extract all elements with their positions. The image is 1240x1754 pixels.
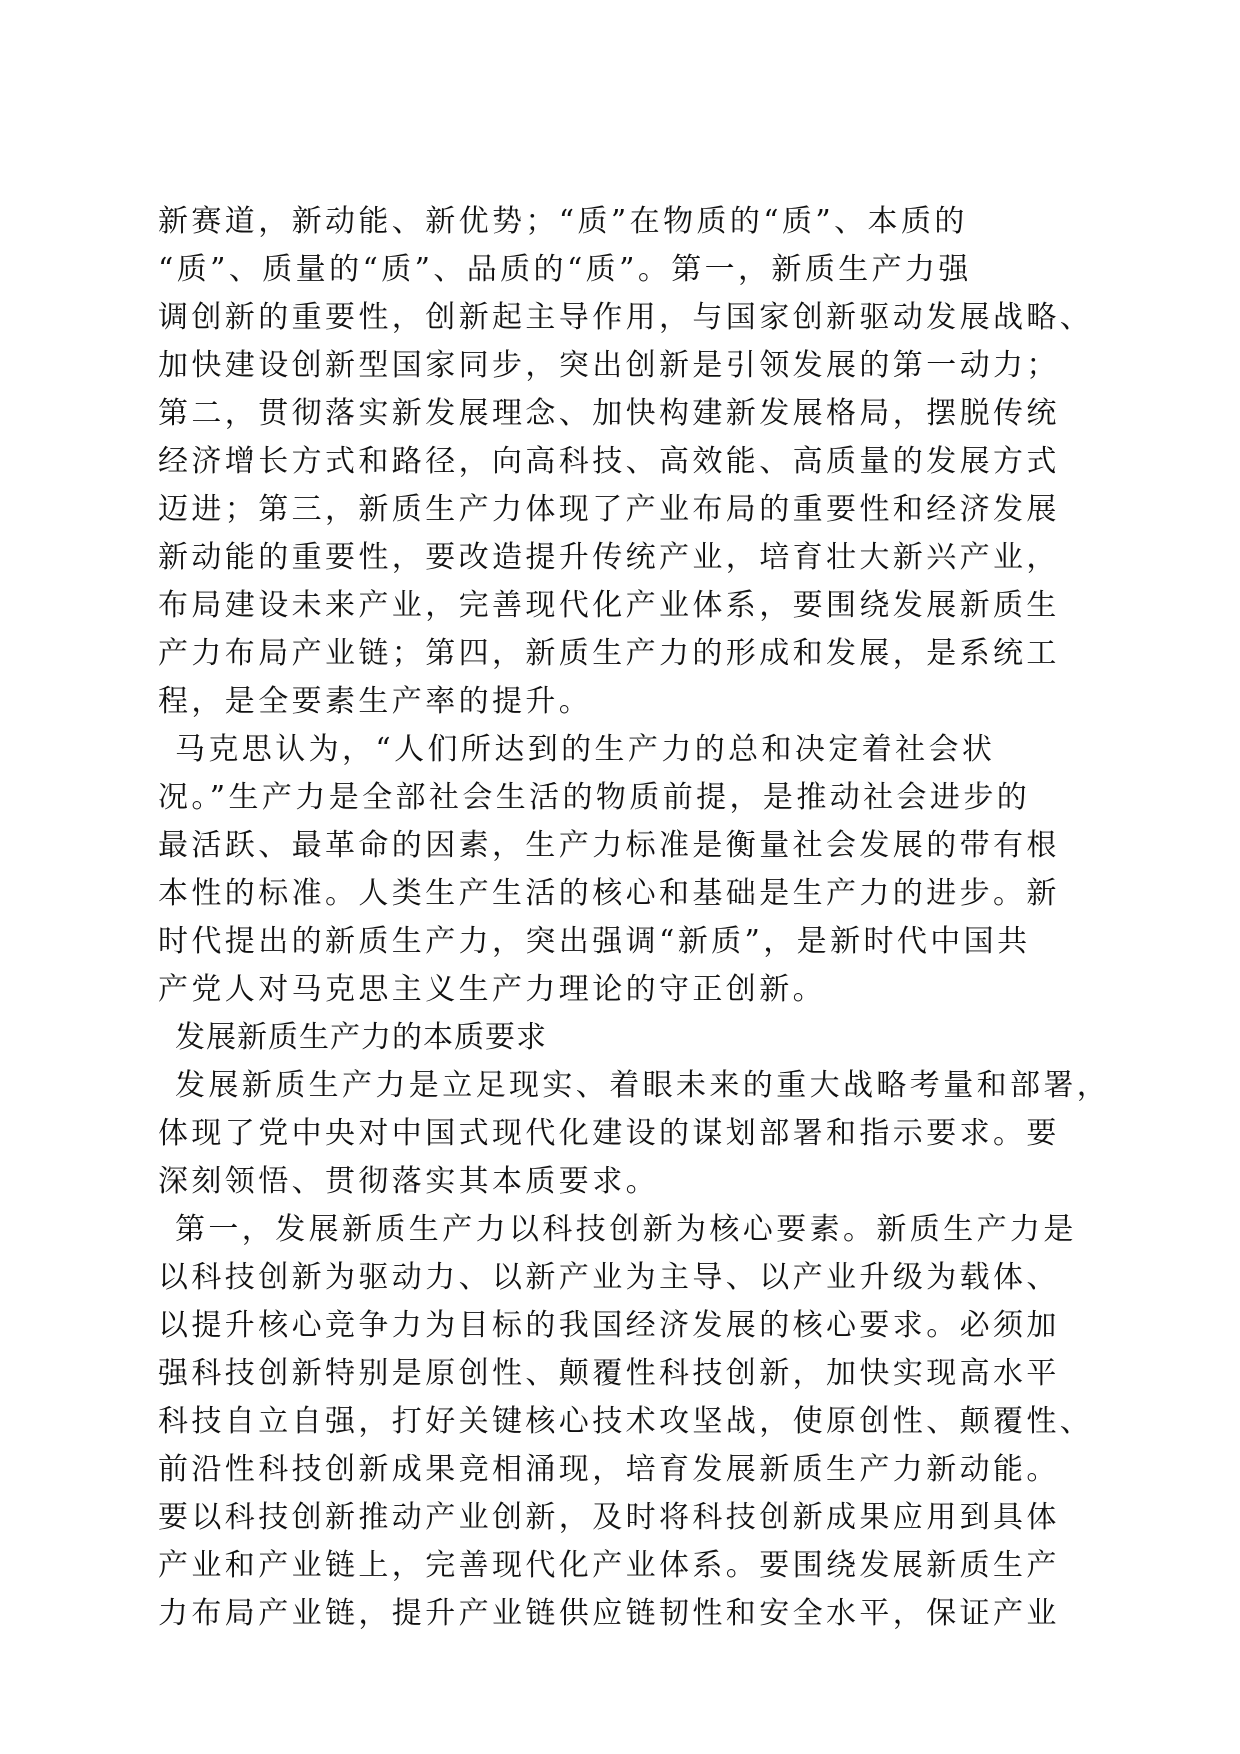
text-line: 第二，贯彻落实新发展理念、加快构建新发展格局，摆脱传统 (158, 396, 1060, 431)
text-line: 迈进；第三，新质生产力体现了产业布局的重要性和经济发展 (158, 492, 1060, 527)
section-heading: 发展新质生产力的本质要求 (175, 1020, 547, 1055)
text-line: 调创新的重要性，创新起主导作用，与国家创新驱动发展战略、 (158, 300, 1094, 335)
text-line: “质”、质量的“质”、品质的“质”。第一，新质生产力强 (158, 252, 972, 287)
text-line: 科技自立自强，打好关键核心技术攻坚战，使原创性、颠覆性、 (158, 1404, 1094, 1439)
paragraph-first-line: 发展新质生产力是立足现实、着眼未来的重大战略考量和部署， (175, 1068, 1111, 1103)
text-line: 经济增长方式和路径，向高科技、高效能、高质量的发展方式 (158, 444, 1060, 479)
text-line: 要以科技创新推动产业创新，及时将科技创新成果应用到具体 (158, 1500, 1060, 1535)
text-line: 前沿性科技创新成果竞相涌现，培育发展新质生产力新动能。 (158, 1452, 1060, 1487)
text-line: 最活跃、最革命的因素，生产力标准是衡量社会发展的带有根 (158, 828, 1060, 863)
text-line: 以提升核心竞争力为目标的我国经济发展的核心要求。必须加 (158, 1308, 1060, 1343)
text-line: 深刻领悟、贯彻落实其本质要求。 (158, 1164, 659, 1199)
text-line: 况。”生产力是全部社会生活的物质前提，是推动社会进步的 (158, 780, 1031, 815)
text-line: 以科技创新为驱动力、以新产业为主导、以产业升级为载体、 (158, 1260, 1060, 1295)
text-line: 产力布局产业链；第四，新质生产力的形成和发展，是系统工 (158, 636, 1060, 671)
text-line: 加快建设创新型国家同步，突出创新是引领发展的第一动力； (158, 348, 1060, 383)
text-line: 时代提出的新质生产力，突出强调“新质”，是新时代中国共 (158, 924, 1031, 959)
text-line: 产业和产业链上，完善现代化产业体系。要围绕发展新质生产 (158, 1548, 1060, 1583)
text-line: 程，是全要素生产率的提升。 (158, 684, 593, 719)
text-line: 体现了党中央对中国式现代化建设的谋划部署和指示要求。要 (158, 1116, 1060, 1151)
text-line: 强科技创新特别是原创性、颠覆性科技创新，加快实现高水平 (158, 1356, 1060, 1391)
text-line: 新赛道，新动能、新优势；“质”在物质的“质”、本质的 (158, 204, 968, 239)
text-line: 本性的标准。人类生产生活的核心和基础是生产力的进步。新 (158, 876, 1060, 911)
text-line: 布局建设未来产业，完善现代化产业体系，要围绕发展新质生 (158, 588, 1060, 623)
text-line: 力布局产业链，提升产业链供应链韧性和安全水平，保证产业 (158, 1596, 1060, 1631)
paragraph-first-line: 第一，发展新质生产力以科技创新为核心要素。新质生产力是 (175, 1212, 1077, 1247)
text-line: 产党人对马克思主义生产力理论的守正创新。 (158, 972, 826, 1007)
text-line: 新动能的重要性，要改造提升传统产业，培育壮大新兴产业， (158, 540, 1060, 575)
paragraph-first-line: 马克思认为，“人们所达到的生产力的总和决定着社会状 (175, 732, 996, 767)
